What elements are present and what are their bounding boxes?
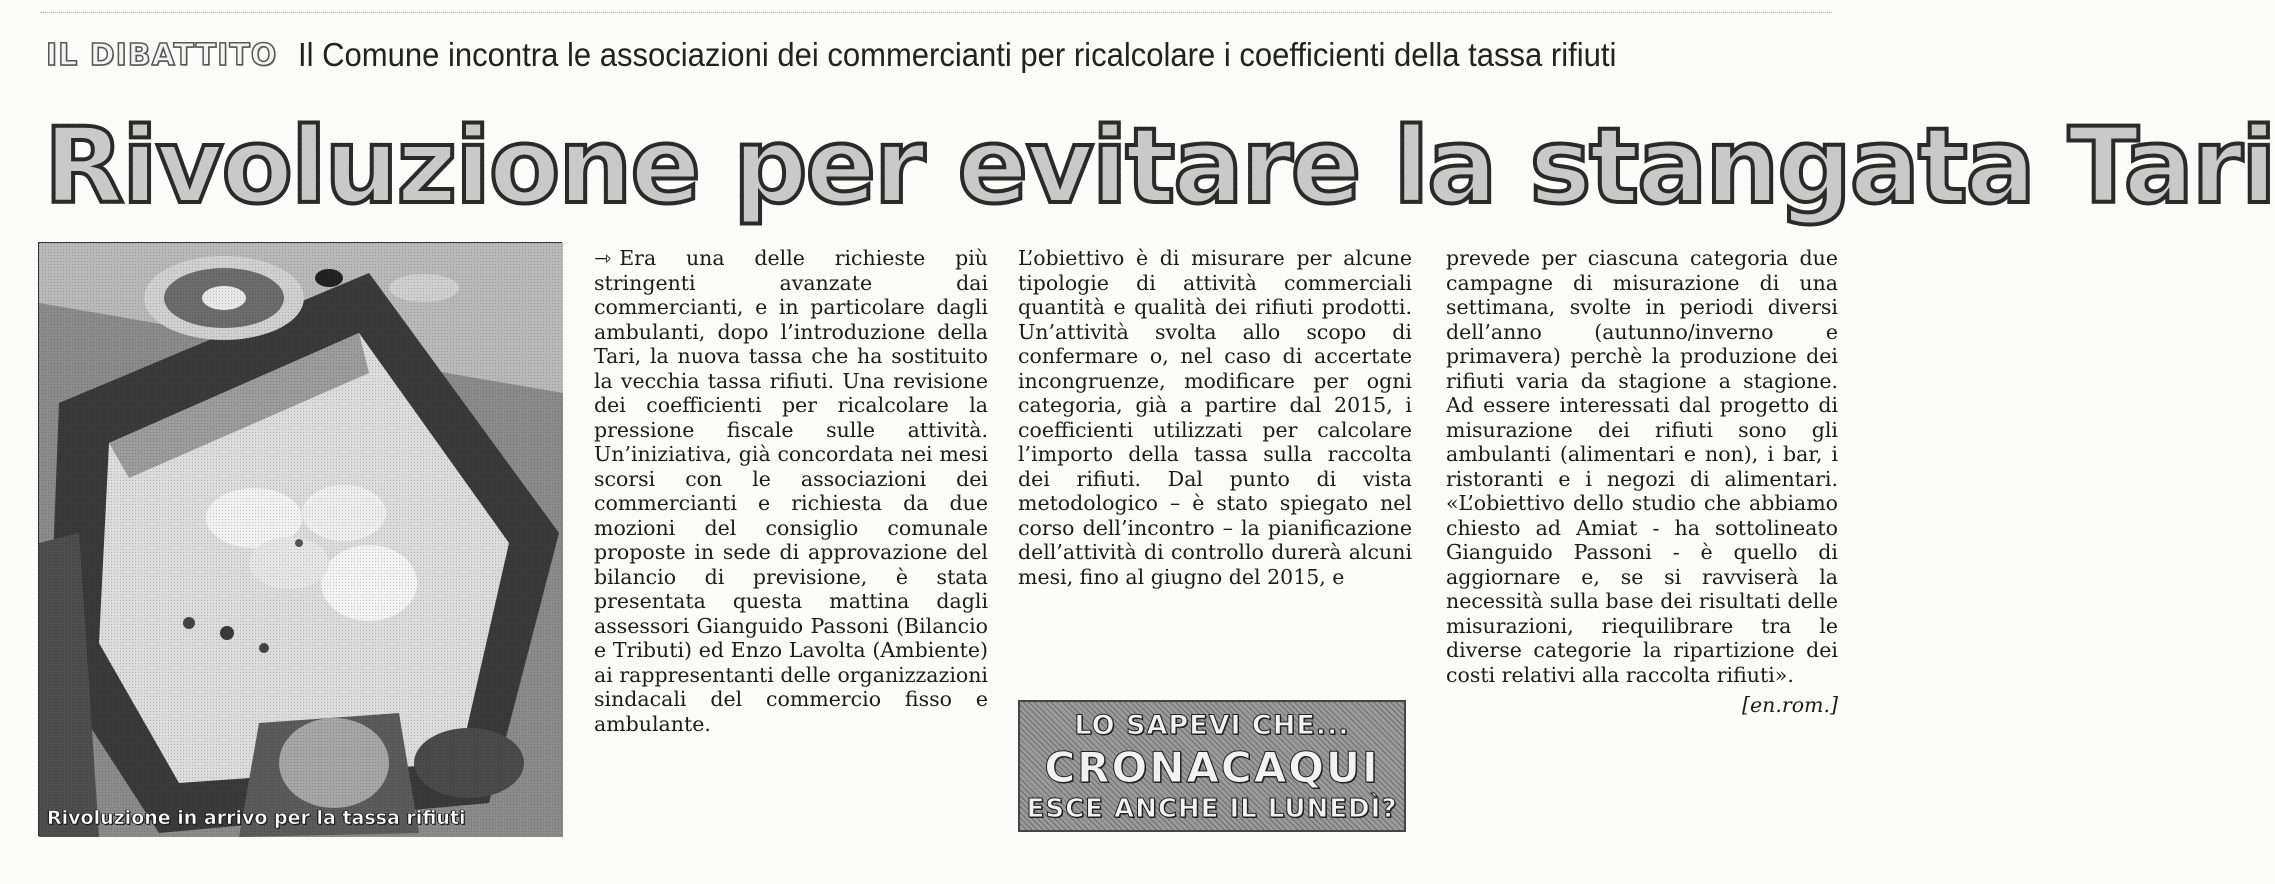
photo-illustration	[39, 243, 563, 837]
author-signature: [en.rom.]	[1742, 693, 1838, 717]
article-column-1	[594, 246, 988, 736]
headline: Rivoluzione per evitare la stangata Tari	[44, 96, 1844, 236]
article-column-2: L’obiettivo è di misurare per alcune tipologie di attività commerciali quantità e qualità dei rifiuti prodotti. Un’attività svolta allo scopo di confermare o, nel caso di accertate incongruenze, modificare per ogni categoria, già a partire dal 2015, i coefficienti utilizzati per calcolare l’importo della tassa sulla raccolta dei rifiuti. Dal punto di vista metodologico – è stato spiegato nel corso dell’incontro – la pianificazione dell’attività di controllo durerà alcuni mesi, fino al giugno del 2015, e	[1018, 246, 1412, 589]
lead-arrow-icon: ⇾	[594, 246, 612, 270]
kicker-row	[46, 36, 1846, 96]
promo-line-3: ESCE ANCHE IL LUNEDÌ?	[1026, 794, 1398, 824]
promo-box	[1018, 700, 1406, 832]
article-column-1-text: Era una delle richieste più stringenti avanzate dai commercianti, e in particolare dagli ambulanti, dopo l’introduzione della Tari, la nuova tassa che ha sostituito la vecchia tassa rifiuti. Una revisione dei coefficienti per ricalcolare la pressione fiscale sulle attività. Un’iniziativa, già concordata nei mesi scorsi con le associazioni dei commercianti e richiesta da due mozioni del consiglio comunale proposte in sede di approvazione del bilancio di previsione, è stata presentata questa mattina dagli assessori Gianguido Passoni (Bilancio e Tributi) ed Enzo Lavolta (Ambiente) ai rappresentanti delle organizzazioni sindacali del commercio fisso e ambulante.	[594, 246, 988, 736]
kicker-text: Il Comune incontra le associazioni dei commercianti per ricalcolare i coefficienti della tassa rifiuti	[298, 36, 1617, 73]
section-label: IL DIBATTITO	[46, 37, 278, 73]
promo-line-2: CRONACAQUI	[1044, 743, 1380, 792]
top-rule	[40, 12, 1832, 13]
promo-line-1: LO SAPEVI CHE...	[1074, 710, 1350, 741]
article-column-3	[1446, 246, 1838, 718]
article-photo	[38, 242, 562, 836]
photo-caption: Rivoluzione in arrivo per la tassa rifiuti	[47, 807, 466, 829]
article-column-3-text: prevede per ciascuna categoria due campagne di misurazione di una settimana, svolte in periodi diversi dell’anno (autunno/inverno e primavera) perchè la produzione dei rifiuti varia da stagione a stagione. Ad essere interessati dal progetto di misurazione dei rifiuti sono gli ambulanti (alimentari e non), i bar, i ristoranti e i negozi di alimentari. «L’obiettivo dello studio che abbiamo chiesto ad Amiat - ha sottolineato Gianguido Passoni - è quello di aggiornare e, se si ravviserà la necessità sulla base dei risultati delle misurazioni, riequilibrare tra le diverse categorie la ripartizione dei costi relativi alla raccolta rifiuti».	[1446, 246, 1838, 687]
